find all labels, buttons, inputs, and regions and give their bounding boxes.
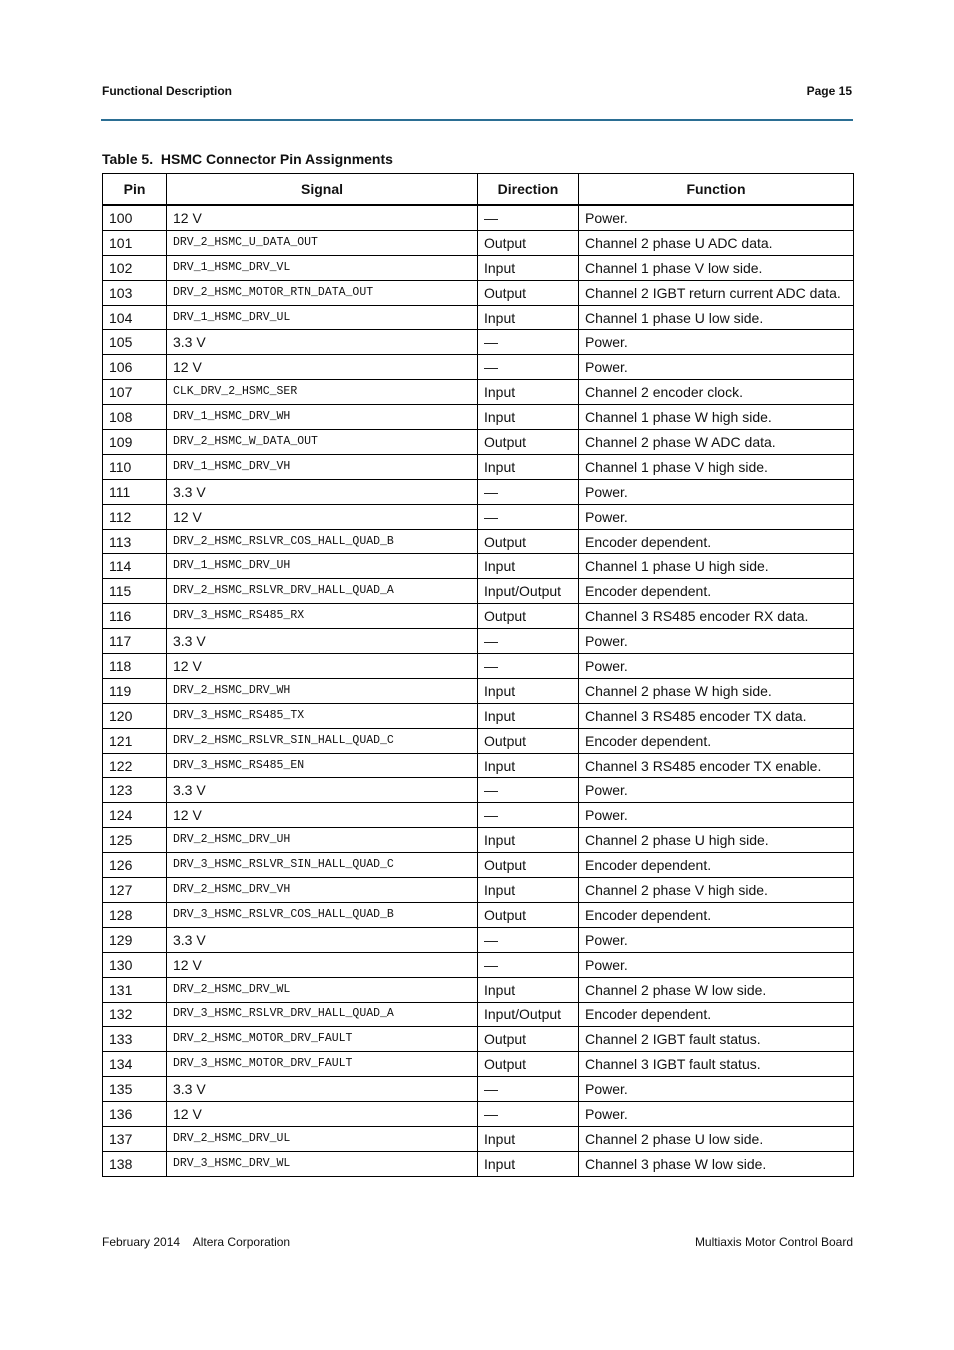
table-row: [103, 1151, 854, 1176]
pin-cell: 115: [103, 579, 167, 604]
direction-cell: Input: [478, 255, 579, 280]
table-row: [103, 430, 854, 455]
function-cell: Power.: [579, 504, 854, 529]
signal-cell: DRV_1_HSMC_DRV_VL: [167, 255, 478, 280]
function-cell: Channel 2 phase V high side.: [579, 878, 854, 903]
function-cell: Power.: [579, 1102, 854, 1127]
pin-cell: 100: [103, 205, 167, 230]
table-row: [103, 280, 854, 305]
signal-cell: 3.3 V: [167, 927, 478, 952]
function-cell: Channel 2 IGBT return current ADC data.: [579, 280, 854, 305]
pin-cell: 136: [103, 1102, 167, 1127]
pin-cell: 134: [103, 1052, 167, 1077]
function-cell: Power.: [579, 330, 854, 355]
signal-cell: 3.3 V: [167, 479, 478, 504]
signal-cell: 3.3 V: [167, 330, 478, 355]
section-title: Functional Description: [102, 84, 233, 98]
signal-cell: 3.3 V: [167, 629, 478, 654]
function-cell: Power.: [579, 778, 854, 803]
function-cell: Encoder dependent.: [579, 902, 854, 927]
signal-cell: DRV_2_HSMC_DRV_VH: [167, 878, 478, 903]
pin-cell: 112: [103, 504, 167, 529]
table-row: [103, 1102, 854, 1127]
function-cell: Encoder dependent.: [579, 1002, 854, 1027]
function-cell: Channel 2 phase U high side.: [579, 828, 854, 853]
table-row: [103, 454, 854, 479]
signal-cell: DRV_1_HSMC_DRV_UH: [167, 554, 478, 579]
signal-cell: DRV_3_HSMC_RSLVR_SIN_HALL_QUAD_C: [167, 853, 478, 878]
pin-cell: 128: [103, 902, 167, 927]
direction-cell: —: [478, 629, 579, 654]
function-cell: Encoder dependent.: [579, 728, 854, 753]
function-cell: Channel 2 phase U low side.: [579, 1126, 854, 1151]
direction-cell: —: [478, 1077, 579, 1102]
function-cell: Channel 3 RS485 encoder RX data.: [579, 604, 854, 629]
signal-cell: DRV_3_HSMC_RS485_EN: [167, 753, 478, 778]
direction-cell: Output: [478, 529, 579, 554]
column-header-signal: Signal: [167, 174, 478, 206]
direction-cell: Input: [478, 380, 579, 405]
table-row: [103, 753, 854, 778]
signal-cell: 12 V: [167, 952, 478, 977]
signal-cell: DRV_3_HSMC_RS485_TX: [167, 703, 478, 728]
direction-cell: —: [478, 654, 579, 679]
footer-product: Multiaxis Motor Control Board: [694, 1235, 853, 1249]
pin-cell: 101: [103, 230, 167, 255]
function-cell: Channel 1 phase V high side.: [579, 454, 854, 479]
table-row: [103, 380, 854, 405]
table-row: [103, 355, 854, 380]
pin-cell: 107: [103, 380, 167, 405]
column-header-direction: Direction: [478, 174, 579, 206]
direction-cell: —: [478, 205, 579, 230]
direction-cell: Input: [478, 977, 579, 1002]
table-row: [103, 330, 854, 355]
pin-cell: 130: [103, 952, 167, 977]
pin-cell: 111: [103, 479, 167, 504]
signal-cell: 12 V: [167, 803, 478, 828]
table-row: [103, 554, 854, 579]
pin-cell: 116: [103, 604, 167, 629]
table-caption: Table 5. HSMC Connector Pin Assignments: [102, 151, 393, 167]
direction-cell: Input: [478, 703, 579, 728]
direction-cell: Output: [478, 902, 579, 927]
signal-cell: DRV_2_HSMC_MOTOR_RTN_DATA_OUT: [167, 280, 478, 305]
direction-cell: —: [478, 330, 579, 355]
direction-cell: Input: [478, 753, 579, 778]
pin-cell: 110: [103, 454, 167, 479]
page-number: Page 15: [806, 84, 852, 98]
table-row: [103, 205, 854, 230]
pin-cell: 105: [103, 330, 167, 355]
direction-cell: Input/Output: [478, 1002, 579, 1027]
pin-cell: 114: [103, 554, 167, 579]
table-row: [103, 778, 854, 803]
direction-cell: Output: [478, 604, 579, 629]
footer-date-company: February 2014 Altera Corporation: [102, 1235, 291, 1249]
direction-cell: Output: [478, 853, 579, 878]
signal-cell: 12 V: [167, 355, 478, 380]
direction-cell: Input: [478, 828, 579, 853]
pin-cell: 121: [103, 728, 167, 753]
table-row: [103, 1077, 854, 1102]
function-cell: Channel 1 phase W high side.: [579, 405, 854, 430]
function-cell: Power.: [579, 205, 854, 230]
table-row: [103, 629, 854, 654]
direction-cell: —: [478, 952, 579, 977]
table-header-row: [103, 174, 854, 206]
direction-cell: Output: [478, 1052, 579, 1077]
signal-cell: DRV_2_HSMC_RSLVR_SIN_HALL_QUAD_C: [167, 728, 478, 753]
pin-cell: 135: [103, 1077, 167, 1102]
table-row: [103, 853, 854, 878]
signal-cell: 12 V: [167, 654, 478, 679]
pin-cell: 129: [103, 927, 167, 952]
direction-cell: Input: [478, 454, 579, 479]
table-row: [103, 977, 854, 1002]
signal-cell: DRV_2_HSMC_DRV_UH: [167, 828, 478, 853]
function-cell: Channel 2 encoder clock.: [579, 380, 854, 405]
table-body: [103, 205, 854, 1176]
function-cell: Channel 2 phase W high side.: [579, 678, 854, 703]
direction-cell: —: [478, 803, 579, 828]
function-cell: Power.: [579, 1077, 854, 1102]
function-cell: Power.: [579, 629, 854, 654]
function-cell: Channel 3 phase W low side.: [579, 1151, 854, 1176]
pin-cell: 118: [103, 654, 167, 679]
function-cell: Encoder dependent.: [579, 853, 854, 878]
table-row: [103, 678, 854, 703]
table-row: [103, 902, 854, 927]
signal-cell: DRV_2_HSMC_DRV_WL: [167, 977, 478, 1002]
table-row: [103, 728, 854, 753]
table-row: [103, 529, 854, 554]
pin-cell: 137: [103, 1126, 167, 1151]
function-cell: Channel 3 IGBT fault status.: [579, 1052, 854, 1077]
direction-cell: Input: [478, 1151, 579, 1176]
function-cell: Channel 2 IGBT fault status.: [579, 1027, 854, 1052]
pin-cell: 138: [103, 1151, 167, 1176]
direction-cell: Input: [478, 1126, 579, 1151]
signal-cell: 12 V: [167, 205, 478, 230]
function-cell: Channel 1 phase V low side.: [579, 255, 854, 280]
function-cell: Channel 1 phase U high side.: [579, 554, 854, 579]
pin-cell: 125: [103, 828, 167, 853]
signal-cell: 12 V: [167, 504, 478, 529]
signal-cell: DRV_2_HSMC_U_DATA_OUT: [167, 230, 478, 255]
pin-cell: 123: [103, 778, 167, 803]
table-row: [103, 1126, 854, 1151]
function-cell: Power.: [579, 355, 854, 380]
direction-cell: —: [478, 504, 579, 529]
signal-cell: 3.3 V: [167, 778, 478, 803]
direction-cell: Input: [478, 554, 579, 579]
table-row: [103, 479, 854, 504]
direction-cell: —: [478, 479, 579, 504]
pin-cell: 106: [103, 355, 167, 380]
pin-cell: 126: [103, 853, 167, 878]
function-cell: Channel 2 phase U ADC data.: [579, 230, 854, 255]
signal-cell: DRV_2_HSMC_W_DATA_OUT: [167, 430, 478, 455]
table-row: [103, 654, 854, 679]
function-cell: Power.: [579, 654, 854, 679]
pin-cell: 108: [103, 405, 167, 430]
table-row: [103, 1027, 854, 1052]
header-divider: [101, 119, 853, 121]
direction-cell: Input: [478, 678, 579, 703]
pin-cell: 133: [103, 1027, 167, 1052]
function-cell: Encoder dependent.: [579, 529, 854, 554]
signal-cell: DRV_3_HSMC_RSLVR_COS_HALL_QUAD_B: [167, 902, 478, 927]
signal-cell: DRV_2_HSMC_RSLVR_COS_HALL_QUAD_B: [167, 529, 478, 554]
direction-cell: —: [478, 778, 579, 803]
signal-cell: 3.3 V: [167, 1077, 478, 1102]
table-row: [103, 927, 854, 952]
table-row: [103, 405, 854, 430]
table-row: [103, 230, 854, 255]
direction-cell: Input: [478, 878, 579, 903]
signal-cell: DRV_2_HSMC_MOTOR_DRV_FAULT: [167, 1027, 478, 1052]
signal-cell: DRV_1_HSMC_DRV_VH: [167, 454, 478, 479]
signal-cell: DRV_3_HSMC_RS485_RX: [167, 604, 478, 629]
direction-cell: —: [478, 355, 579, 380]
function-cell: Power.: [579, 479, 854, 504]
signal-cell: DRV_2_HSMC_DRV_WH: [167, 678, 478, 703]
table-row: [103, 703, 854, 728]
signal-cell: DRV_3_HSMC_DRV_WL: [167, 1151, 478, 1176]
pin-cell: 122: [103, 753, 167, 778]
direction-cell: —: [478, 1102, 579, 1127]
pin-cell: 119: [103, 678, 167, 703]
signal-cell: DRV_1_HSMC_DRV_WH: [167, 405, 478, 430]
function-cell: Channel 2 phase W low side.: [579, 977, 854, 1002]
table-row: [103, 1002, 854, 1027]
pin-cell: 120: [103, 703, 167, 728]
signal-cell: DRV_3_HSMC_MOTOR_DRV_FAULT: [167, 1052, 478, 1077]
signal-cell: DRV_3_HSMC_RSLVR_DRV_HALL_QUAD_A: [167, 1002, 478, 1027]
function-cell: Encoder dependent.: [579, 579, 854, 604]
table-row: [103, 828, 854, 853]
pin-cell: 109: [103, 430, 167, 455]
pin-cell: 104: [103, 305, 167, 330]
function-cell: Channel 2 phase W ADC data.: [579, 430, 854, 455]
table-row: [103, 579, 854, 604]
direction-cell: —: [478, 927, 579, 952]
table-row: [103, 305, 854, 330]
column-header-pin: Pin: [103, 174, 167, 206]
table-row: [103, 504, 854, 529]
direction-cell: Output: [478, 430, 579, 455]
direction-cell: Output: [478, 728, 579, 753]
function-cell: Power.: [579, 952, 854, 977]
direction-cell: Input: [478, 405, 579, 430]
function-cell: Power.: [579, 927, 854, 952]
pin-cell: 131: [103, 977, 167, 1002]
signal-cell: CLK_DRV_2_HSMC_SER: [167, 380, 478, 405]
signal-cell: DRV_2_HSMC_DRV_UL: [167, 1126, 478, 1151]
pin-cell: 127: [103, 878, 167, 903]
direction-cell: Output: [478, 280, 579, 305]
pin-cell: 102: [103, 255, 167, 280]
table-row: [103, 952, 854, 977]
direction-cell: Output: [478, 230, 579, 255]
column-header-function: Function: [579, 174, 854, 206]
pin-cell: 124: [103, 803, 167, 828]
signal-cell: DRV_1_HSMC_DRV_UL: [167, 305, 478, 330]
pin-cell: 117: [103, 629, 167, 654]
table-row: [103, 604, 854, 629]
signal-cell: DRV_2_HSMC_RSLVR_DRV_HALL_QUAD_A: [167, 579, 478, 604]
pin-cell: 103: [103, 280, 167, 305]
direction-cell: Output: [478, 1027, 579, 1052]
direction-cell: Input: [478, 305, 579, 330]
pin-cell: 132: [103, 1002, 167, 1027]
pin-assignment-table: [102, 173, 854, 1177]
function-cell: Channel 1 phase U low side.: [579, 305, 854, 330]
table-row: [103, 255, 854, 280]
pin-cell: 113: [103, 529, 167, 554]
table-row: [103, 803, 854, 828]
function-cell: Channel 3 RS485 encoder TX enable.: [579, 753, 854, 778]
table-row: [103, 1052, 854, 1077]
table-row: [103, 878, 854, 903]
signal-cell: 12 V: [167, 1102, 478, 1127]
direction-cell: Input/Output: [478, 579, 579, 604]
function-cell: Channel 3 RS485 encoder TX data.: [579, 703, 854, 728]
function-cell: Power.: [579, 803, 854, 828]
